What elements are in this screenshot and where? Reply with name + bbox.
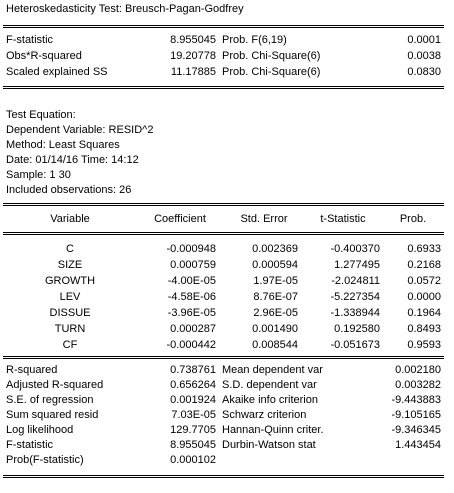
- variable-name: TURN: [54, 323, 86, 335]
- std-error-value: 2.96E-05: [253, 307, 298, 319]
- header-separator: [3, 232, 444, 235]
- stat-value: -9.346345: [391, 424, 441, 436]
- t-statistic-value: -1.338944: [330, 307, 380, 319]
- t-statistic-value: -2.024811: [331, 275, 380, 287]
- stat-value: 1.443454: [395, 439, 441, 451]
- equation-info-line: Test Equation:: [6, 109, 76, 121]
- variable-name: DISSUE: [49, 307, 91, 319]
- prob-value: 0.6933: [407, 243, 441, 255]
- stat-label: Durbin-Watson stat: [222, 439, 316, 451]
- prob-value: 0.0000: [407, 291, 441, 303]
- stat-value: 0.003282: [395, 379, 441, 391]
- stat-label: Sum squared resid: [6, 409, 99, 421]
- column-header-variable: Variable: [50, 213, 90, 225]
- t-statistic-value: -0.051673: [330, 339, 380, 351]
- stat-label: Adjusted R-squared: [6, 379, 104, 391]
- tests-separator: [3, 86, 444, 89]
- variable-name: SIZE: [57, 259, 83, 271]
- stat-label: Hannan-Quinn criter.: [222, 424, 324, 436]
- stat-label: Log likelihood: [6, 424, 74, 436]
- stat-value: 0.656264: [170, 379, 216, 391]
- variable-name: C: [66, 243, 74, 255]
- test-label-obsr2: Obs*R-squared: [6, 50, 82, 62]
- stat-value: 129.7705: [170, 424, 216, 436]
- stat-label: Akaike info criterion: [222, 394, 318, 406]
- test-label-scaled: Scaled explained SS: [6, 66, 108, 78]
- equation-info-line: Method: Least Squares: [6, 139, 120, 151]
- coefficient-value: -4.58E-06: [167, 291, 216, 303]
- coefficient-value: -0.000948: [166, 243, 216, 255]
- coefficient-value: 0.000287: [170, 323, 216, 335]
- std-error-value: 1.97E-05: [253, 275, 298, 287]
- prob-value: 0.1964: [407, 307, 441, 319]
- variable-name: LEV: [59, 291, 81, 303]
- prob-value: 0.8493: [407, 323, 441, 335]
- stat-value: 8.955045: [170, 439, 216, 451]
- prob-value: 0.0572: [407, 275, 441, 287]
- stat-label: F-statistic: [6, 439, 54, 451]
- info-separator: [3, 203, 444, 206]
- title-separator: [3, 25, 444, 28]
- prob-value: 0.9593: [407, 339, 441, 351]
- variable-name: CF: [62, 339, 78, 351]
- test-prob-label-obsr2: Prob. Chi-Square(6): [222, 50, 321, 62]
- stat-value: -9.443883: [391, 394, 441, 406]
- column-header-t-statistic: t-Statistic: [320, 213, 366, 225]
- equation-info-line: Date: 01/14/16 Time: 14:12: [6, 154, 139, 166]
- stats-separator: [3, 475, 444, 478]
- test-value-scaled: 11.17885: [170, 66, 216, 78]
- test-prob-label-fstat: Prob. F(6,19): [222, 34, 287, 46]
- stat-label: S.D. dependent var: [222, 379, 317, 391]
- column-header-coefficient: Coefficient: [154, 213, 206, 225]
- coefficient-value: 0.000759: [170, 259, 216, 271]
- column-header-std-error: Std. Error: [240, 213, 288, 225]
- test-prob-label-scaled: Prob. Chi-Square(6): [222, 66, 321, 78]
- stat-label: Mean dependent var: [222, 364, 323, 376]
- t-statistic-value: 1.277495: [334, 259, 380, 271]
- test-prob-obsr2: 0.0038: [407, 50, 441, 62]
- std-error-value: 8.76E-07: [253, 291, 298, 303]
- variable-name: GROWTH: [44, 275, 96, 287]
- stat-label: Schwarz criterion: [222, 409, 307, 421]
- test-prob-scaled: 0.0830: [407, 66, 441, 78]
- test-title: Heteroskedasticity Test: Breusch-Pagan-Godfrey: [6, 3, 244, 15]
- stat-label: Prob(F-statistic): [6, 454, 84, 466]
- test-label-fstat: F-statistic: [6, 34, 54, 46]
- stat-value: 0.002180: [395, 364, 441, 376]
- stat-label: R-squared: [6, 364, 58, 376]
- equation-info-line: Included observations: 26: [6, 184, 132, 196]
- coefficient-value: -3.96E-05: [167, 307, 216, 319]
- equation-info-line: Sample: 1 30: [6, 169, 71, 181]
- std-error-value: 0.002369: [252, 243, 298, 255]
- coefficient-value: -4.00E-05: [167, 275, 216, 287]
- std-error-value: 0.001490: [252, 323, 298, 335]
- equation-info-line: Dependent Variable: RESID^2: [6, 124, 154, 136]
- stat-value: 0.001924: [170, 394, 216, 406]
- test-value-fstat: 8.955045: [170, 34, 216, 46]
- test-value-obsr2: 19.20778: [170, 50, 216, 62]
- column-header-prob: Prob.: [399, 213, 427, 225]
- t-statistic-value: -0.400370: [330, 243, 380, 255]
- std-error-value: 0.000594: [252, 259, 298, 271]
- stat-value: 0.738761: [170, 364, 216, 376]
- t-statistic-value: 0.192580: [334, 323, 380, 335]
- prob-value: 0.2168: [407, 259, 441, 271]
- test-prob-fstat: 0.0001: [407, 34, 441, 46]
- stat-label: S.E. of regression: [6, 394, 94, 406]
- stat-value: 7.03E-05: [171, 409, 216, 421]
- stat-value: 0.000102: [170, 454, 216, 466]
- coefficient-value: -0.000442: [166, 339, 216, 351]
- stat-value: -9.105165: [391, 409, 441, 421]
- t-statistic-value: -5.227354: [330, 291, 380, 303]
- std-error-value: 0.008544: [252, 339, 298, 351]
- coefficients-separator: [3, 356, 444, 359]
